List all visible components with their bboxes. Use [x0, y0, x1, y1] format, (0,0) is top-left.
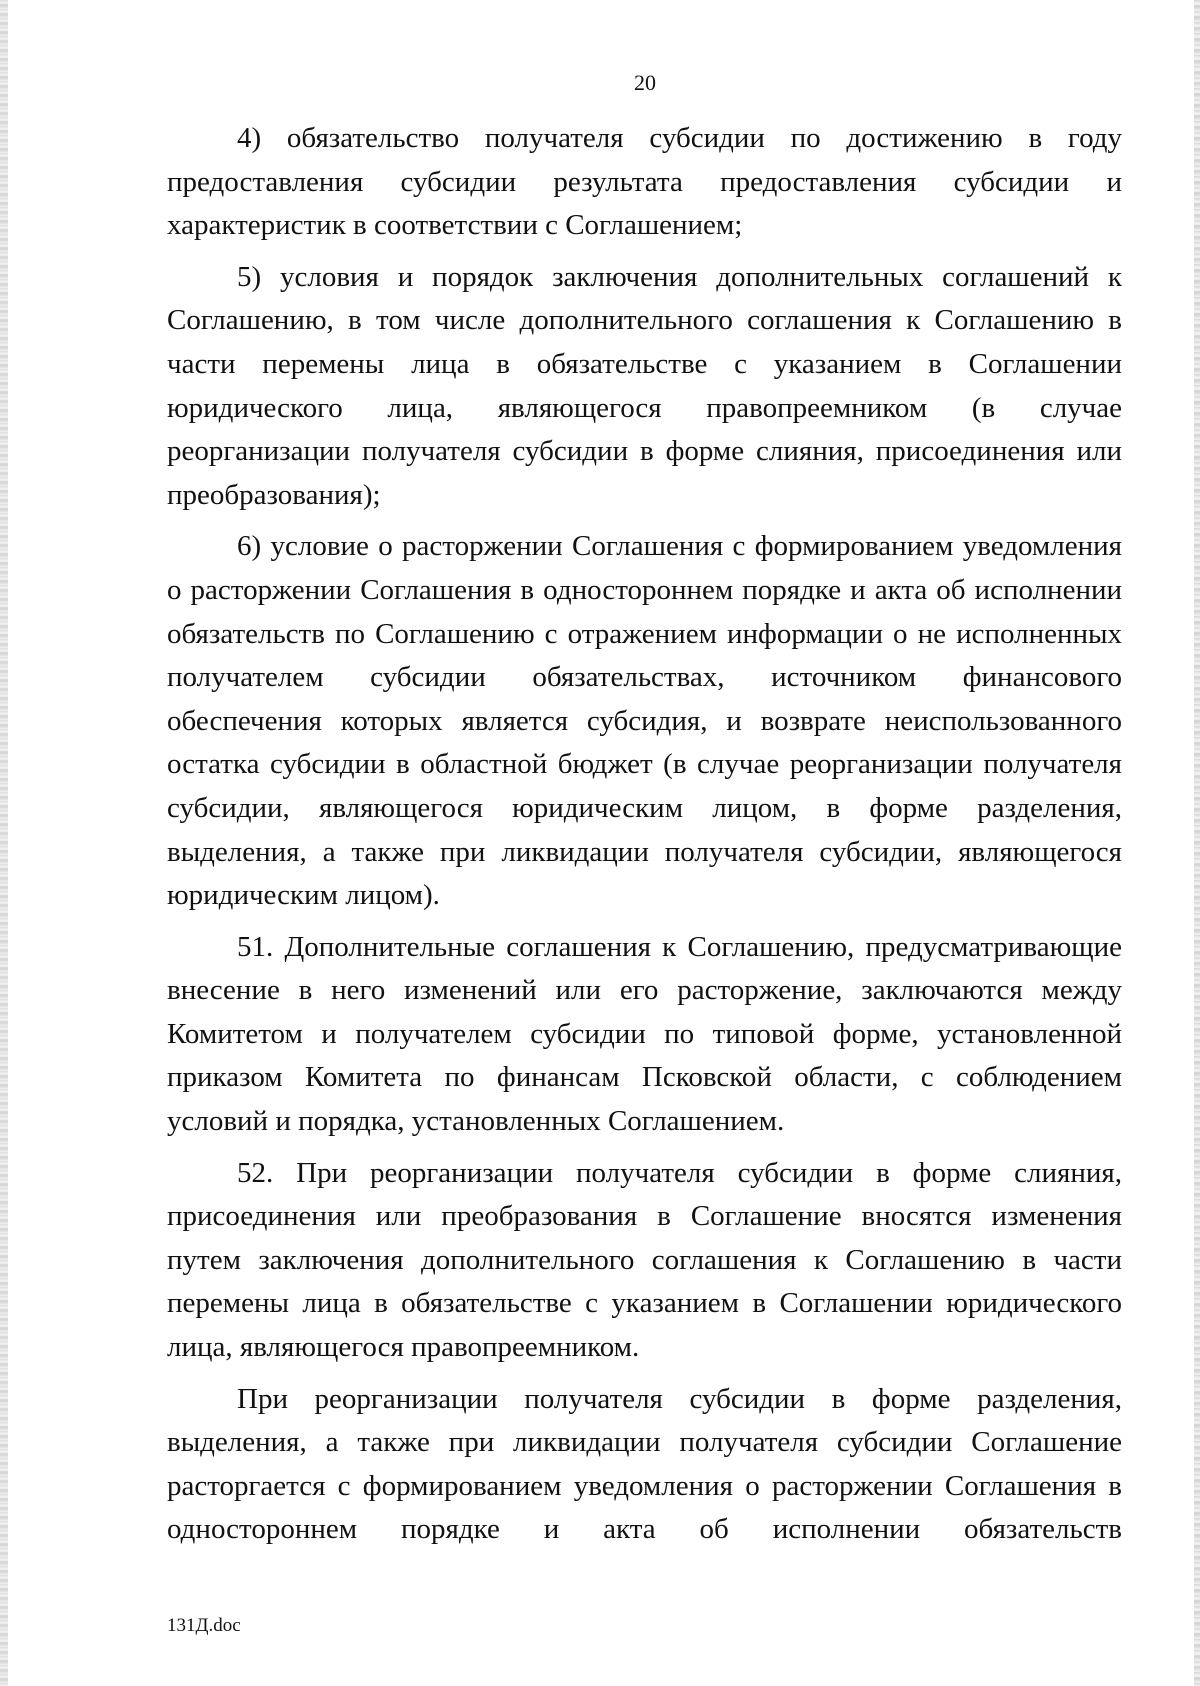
paragraph-clause-51: 51. Дополнительные соглашения к Соглашению, предусматривающие внесение в него изменений или его расторжение, заключаются между Комитетом и получателем субсидии по типовой форме, установленной приказом Комитета по финансам Псковской области, с соблюдением условий и порядка, установленных Соглашением.	[167, 930, 1122, 1138]
paragraph-item-6: 6) условие о расторжении Соглашения с формированием уведомления о расторжении Соглашения в одностороннем порядке и акта об исполнении обязательств по Соглашению с отражением информации о не исполненных получателем субсидии обязательствах, источником финансового обеспечения которых является субсидия, и возврате неиспользованного остатка субсидии в областной бюджет (в случае реорганизации получателя субсидии, являющегося юридическим лицом, в форме разделения, выделения, а также при ликвидации получателя субсидии, являющегося юридическим лицом).	[167, 530, 1122, 912]
paragraph-item-4: 4) обязательство получателя субсидии по достижению в году предоставления субсидии результата предоставления субсидии и характеристик в соответствии с Соглашением;	[167, 122, 1122, 242]
paragraph-item-5: 5) условия и порядок заключения дополнительных соглашений к Соглашению, в том числе дополнительного соглашения к Соглашению в части перемены лица в обязательстве с указанием в Соглашении юридического лица, являющегося правопреемником (в случае реорганизации получателя субсидии в форме слияния, присоединения или преобразования);	[167, 260, 1122, 511]
scan-edge-right	[1194, 0, 1200, 1686]
page-number: 20	[634, 70, 656, 95]
paragraph-reorganization: При реорганизации получателя субсидии в форме разделения, выделения, а также при ликвидации получателя субсидии Соглашение расторгается с формированием уведомления о расторжении Соглашения в одностороннем порядке и акта об исполнении обязательств	[167, 1382, 1122, 1546]
scan-edge-left	[0, 0, 8, 1686]
footer-filename: 131Д.doc	[167, 1615, 241, 1636]
paragraph-clause-52: 52. При реорганизации получателя субсидии в форме слияния, присоединения или преобразования в Соглашение вносятся изменения путем заключения дополнительного соглашения к Соглашению в части перемены лица в обязательстве с указанием в Соглашении юридического лица, являющегося правопреемником.	[167, 1156, 1122, 1364]
document-body	[167, 117, 1122, 1552]
